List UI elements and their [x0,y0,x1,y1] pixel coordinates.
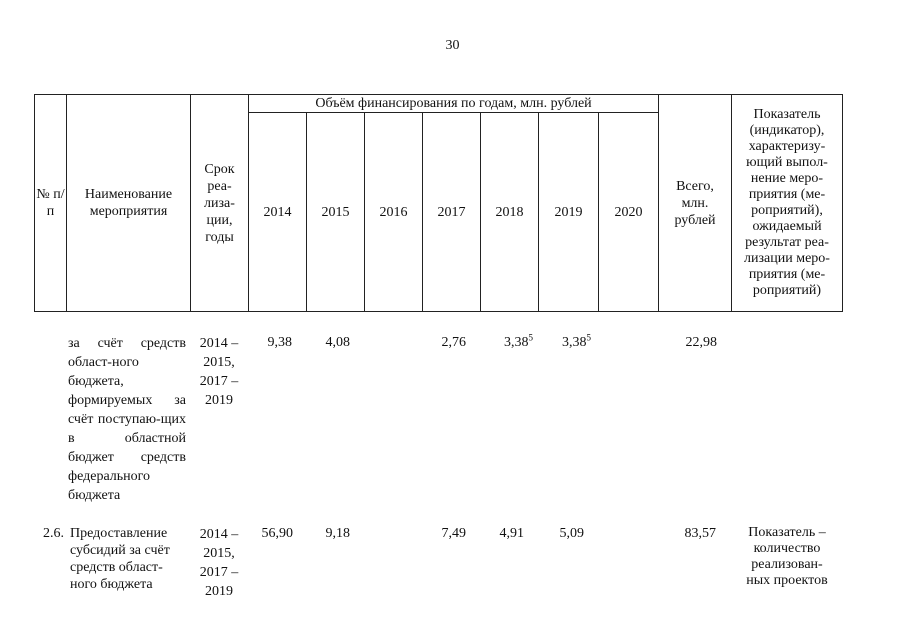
cell-2018: 4,91 [499,526,524,541]
cell-2018: 3,38$^5$ [504,332,533,350]
row-indicator: Показатель – количество реализован- ных проектов [746,525,828,588]
page-number: 30 [445,38,460,53]
cell-2015: 9,18 [325,526,350,541]
header-year-2018: 2018 [495,204,524,220]
header-name: Наименование мероприятия [84,187,173,219]
cell-total: 83,57 [684,526,716,541]
header-num: № п/п [36,187,65,219]
header-funding: Объём финансирования по годам, млн. рублей [315,96,592,111]
cell-2017: 2,76 [441,335,466,350]
row-name: Предоставление субсидий за счёт средств област-ного бюджета [70,526,170,592]
cell-2019: 3,38$^5$ [562,332,591,350]
header-year-2014: 2014 [263,204,292,220]
cell-2019: 5,09 [559,526,584,541]
header-year-2019: 2019 [554,204,583,220]
cell-total: 22,98 [685,335,717,350]
cell-2015: 4,08 [325,335,350,350]
cell-2014: 9,38 [267,335,292,350]
row-num: 2.6. [43,526,64,541]
cell-2017: 7,49 [441,526,466,541]
row-name: за счёт средств област-ного бюджета, формируемых за счёт поступаю-щих в областной бюджет средств федерального бюджета [68,336,186,503]
header-indicator: Показатель (индикатор), характеризу- ющий выпол- нение меро- приятия (ме- роприятий), ожидаемый результат реа- лизации меро- приятия (ме- роприятий) [744,107,830,298]
header-year-2017: 2017 [437,204,466,220]
header-total: Всего, млн. рублей [674,178,716,228]
header-period: Срок реа- лиза- ции, годы [204,161,235,245]
row-period: 2014 – 2015, 2017 – 2019 [199,336,239,408]
cell-2014: 56,90 [261,526,293,541]
header-year-2016: 2016 [379,204,408,220]
header-year-2015: 2015 [321,204,350,220]
header-year-2020: 2020 [614,204,643,220]
row-period: 2014 – 2015, 2017 – 2019 [199,527,239,599]
